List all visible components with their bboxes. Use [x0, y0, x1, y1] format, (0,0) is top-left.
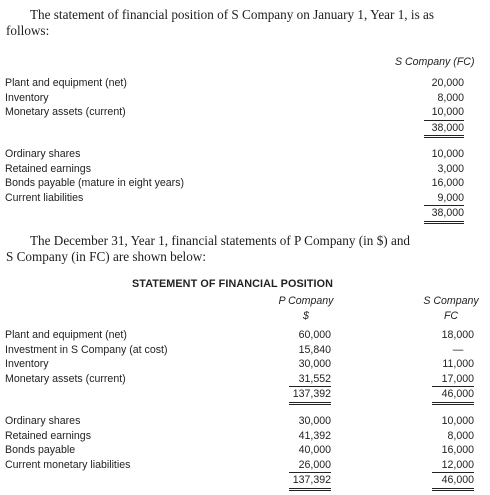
jan1-label-retained: Retained earnings [5, 162, 91, 175]
dec31-p-header: P Company [278, 295, 334, 307]
jan1-value-bonds: 16,000 [431, 177, 464, 190]
dec31-s-assets-values [432, 328, 474, 405]
dec31-title: STATEMENT OF FINANCIAL POSITION [132, 278, 334, 290]
dec31-s-unit: FC [443, 310, 459, 322]
dec31-label-retained: Retained earnings [5, 429, 91, 442]
dec31-p-assets-values [289, 328, 331, 405]
jan1-value-monetary: 10,000 [424, 105, 464, 121]
intro-line-1: The statement of financial position of S Company on January 1, Year 1, is as [30, 7, 434, 22]
dec31-s-retained: 8,000 [447, 429, 474, 442]
dec31-p-current-liab: 26,000 [289, 458, 331, 474]
dec31-p-plant: 60,000 [298, 329, 331, 341]
dec31-s-current-liab: 12,000 [432, 458, 474, 474]
jan1-label-monetary: Monetary assets (current) [5, 106, 126, 119]
intro-paragraph [6, 7, 482, 39]
dec31-p-monetary: 31,552 [289, 372, 331, 388]
dec31-s-monetary: 17,000 [432, 372, 474, 388]
dec31-p-bonds: 40,000 [298, 444, 331, 457]
jan1-column-header: S Company (FC) [395, 56, 475, 68]
dec31-label-ordinary: Ordinary shares [5, 415, 81, 427]
jan1-value-ordinary: 10,000 [431, 148, 464, 160]
jan1-value-current-liab: 9,000 [424, 191, 464, 207]
dec31-s-ordinary: 10,000 [441, 415, 474, 427]
dec31-p-ordinary: 30,000 [298, 415, 331, 427]
dec31-label-inventory: Inventory [5, 358, 49, 371]
dec31-p-inventory: 30,000 [298, 358, 331, 371]
dec31-s-bonds: 16,000 [441, 444, 474, 457]
middle-paragraph [6, 233, 482, 265]
dec31-s-assets-total: 46,000 [432, 387, 474, 405]
middle-line-1: The December 31, Year 1, financial statements of P Company (in $) and [30, 233, 411, 248]
dec31-label-monetary: Monetary assets (current) [5, 372, 126, 385]
dec31-s-header: S Company [423, 295, 479, 307]
intro-line-2: follows: [6, 23, 50, 38]
jan1-label-current-liab: Current liabilities [5, 191, 84, 204]
dec31-p-equity-total: 137,392 [289, 473, 331, 491]
dec31-label-current-liab: Current monetary liabilities [5, 458, 131, 471]
jan1-assets-total: 38,000 [424, 121, 464, 139]
dec31-p-assets-total: 137,392 [289, 387, 331, 405]
middle-line-2: S Company (in FC) are shown below: [6, 249, 206, 264]
dec31-s-plant: 18,000 [441, 329, 474, 341]
dec31-label-investment: Investment in S Company (at cost) [5, 343, 168, 356]
jan1-assets-values [424, 76, 464, 138]
dec31-s-equity-values [432, 414, 474, 491]
jan1-value-plant: 20,000 [431, 77, 464, 89]
dec31-s-investment: — [452, 343, 464, 356]
jan1-label-ordinary: Ordinary shares [5, 148, 81, 160]
dec31-label-bonds: Bonds payable [5, 444, 76, 457]
dec31-s-equity-total: 46,000 [432, 473, 474, 491]
dec31-p-unit: $ [303, 310, 309, 322]
dec31-p-equity-values [289, 414, 331, 491]
dec31-p-retained: 41,392 [298, 429, 331, 442]
dec31-p-investment: 15,840 [298, 343, 331, 356]
jan1-label-bonds: Bonds payable (mature in eight years) [5, 177, 185, 190]
dec31-s-inventory: 11,000 [442, 358, 474, 371]
jan1-value-inventory: 8,000 [437, 91, 464, 104]
jan1-label-inventory: Inventory [5, 91, 49, 104]
jan1-equity-values [424, 147, 464, 224]
jan1-equity-total: 38,000 [424, 206, 464, 224]
dec31-label-plant: Plant and equipment (net) [5, 329, 127, 341]
jan1-label-plant: Plant and equipment (net) [5, 77, 127, 89]
jan1-value-retained: 3,000 [437, 162, 464, 175]
